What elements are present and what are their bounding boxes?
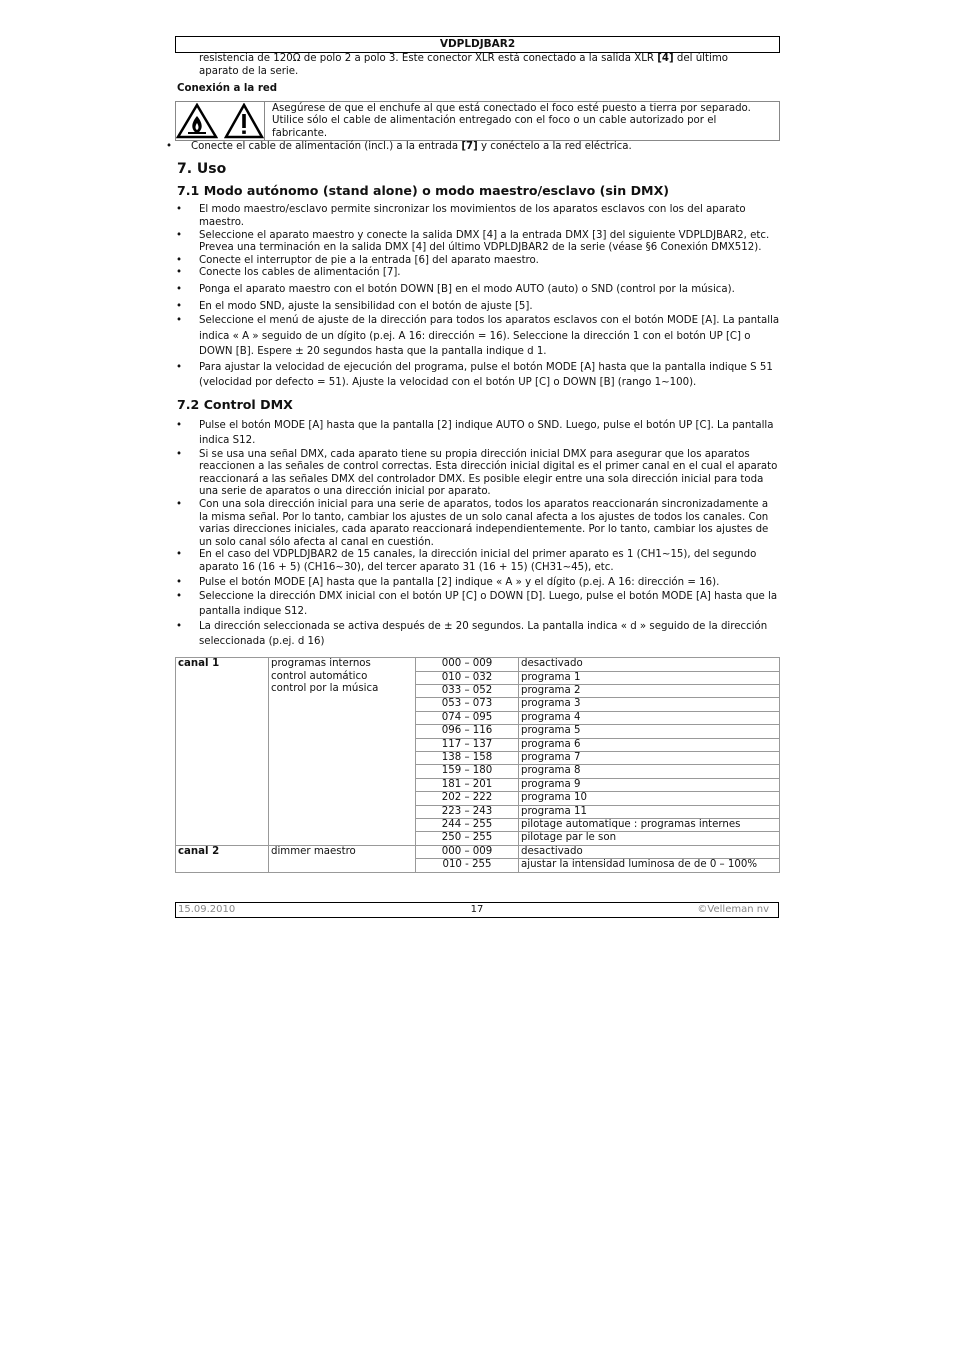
table-row [176,845,780,858]
list-item: • Seleccione el menú de ajuste de la dirección para todos los aparatos esclavos con el botón MODE [A]. La pantalla indica « A » seguido de un dígito (p.ej. A 16: dirección = 16). Seleccione la dirección 1 con el botón UP [C] o DOWN [B]. Espere ± 20 segundos hasta que la pantalla indique d 1. [175,313,780,360]
channel-description: dimmer maestro [269,845,416,872]
function: desactivado [519,845,780,858]
list-item: • Conecte el interruptor de pie a la entrada [6] del aparato maestro. [175,255,780,268]
value-range: 096 – 116 [416,725,519,738]
value-range: 033 – 052 [416,684,519,697]
section-7-title: 7. Uso [177,161,227,178]
list-item: • Seleccione la dirección DMX inicial con el botón UP [C] o DOWN [D]. Luego, pulse el botón MODE [A] hasta que la pantalla indique S12. [175,589,780,619]
function: programa 1 [519,671,780,684]
section-7-1-title: 7.1 Modo autónomo (stand alone) o modo maestro/esclavo (sin DMX) [177,183,670,199]
footer-copyright: ©Velleman nv [697,904,769,915]
value-range: 223 – 243 [416,805,519,818]
function: pilotage par le son [519,832,780,845]
page [175,36,780,873]
list-item: • Seleccione el aparato maestro y conecte la salida DMX [4] a la entrada DMX [3] del siguiente VDPLDJBAR2, etc. Prevea una terminación en la salida DMX [4] del último VDPLDJBAR2 de la serie (véase §6 Conexión DMX512). [175,230,780,255]
function: programa 10 [519,792,780,805]
function: ajustar la intensidad luminosa de de 0 – 100% [519,859,780,872]
value-range: 010 – 032 [416,671,519,684]
intro-text-2: del último [676,53,728,64]
value-range: 000 – 009 [416,658,519,671]
section-7-1-list [175,204,780,390]
channel-description [269,658,416,846]
value-range: 250 – 255 [416,832,519,845]
function: pilotage automatique : programas internes [519,819,780,832]
value-range: 138 – 158 [416,752,519,765]
function: programa 7 [519,752,780,765]
text: Conecte el cable de alimentación (incl.) a la entrada [191,140,459,152]
value-range: 053 – 073 [416,698,519,711]
text: y conéctelo a la red eléctrica. [480,140,632,152]
intro-text-3: aparato de la serie. [199,65,299,77]
value-range: 010 - 255 [416,859,519,872]
warning-box [175,101,780,141]
value-range: 181 – 201 [416,778,519,791]
network-list [175,141,780,154]
list-item: • Pulse el botón MODE [A] hasta que la pantalla [2] indique « A » y el dígito (p.ej. A 16: dirección = 16). [175,577,780,590]
intro-ref: [4] [657,53,674,64]
value-range: 202 – 222 [416,792,519,805]
function: programa 8 [519,765,780,778]
list-item: • Ponga el aparato maestro con el botón DOWN [B] en el modo AUTO (auto) o SND (control por la música). [175,284,780,297]
value-range: 074 – 095 [416,711,519,724]
ref: [7] [461,140,478,152]
dmx-channel-table [175,657,780,873]
section-7-2-title: 7.2 Control DMX [177,396,293,412]
function: programa 2 [519,684,780,697]
function: programa 5 [519,725,780,738]
warning-icons [176,102,265,140]
list-item: • La dirección seleccionada se activa después de ± 20 segundos. La pantalla indica « d » seguido de la dirección seleccionada (p.ej. d 16) [175,619,780,649]
description-line: control automático [271,670,368,682]
function: desactivado [519,658,780,671]
network-heading: Conexión a la red [177,83,278,95]
function: programa 11 [519,805,780,818]
channel-label: canal 2 [176,845,269,872]
list-item: • En el caso del VDPLDJBAR2 de 15 canales, la dirección inicial del primer aparato es 1 (CH1~15), del segundo aparato 16 (16 + 5) (CH16~30), del tercer aparato 31 (16 + 15) (CH31~45), etc. [175,549,780,574]
list-item: • Con una sola dirección inicial para una serie de aparatos, todos los aparatos reaccionarán sincronizadamente a la misma señal. Por lo tanto, cambiar los ajustes de un solo canal afecta a los ajustes de todos los canales. Con varias direcciones iniciales, cada aparato reaccionará independientemente. Por lo tanto, cambiar los ajustes de un solo canal sólo afecta al canal en cuestión. [175,499,780,549]
list-item: • Para ajustar la velocidad de ejecución del programa, pulse el botón MODE [A] hasta que la pantalla indique S 51 (velocidad por defecto = 51). Ajuste la velocidad con el botón UP [C] o DOWN [B] (rango 1~100). [175,360,780,391]
function: programa 3 [519,698,780,711]
list-item: • En el modo SND, ajuste la sensibilidad con el botón de ajuste [5]. [175,301,780,314]
list-item: • Si se usa una señal DMX, cada aparato tiene su propia dirección inicial DMX para asegurar que los aparatos reaccionen a las señales de control correctas. Esta dirección inicial digital es el primer canal en el cual el aparato reaccionará a las señales DMX del controlador DMX. Es posible elegir entre una sola dirección inicial para toda una serie de aparatos o una dirección inicial por aparato. [175,449,780,499]
function: programa 6 [519,738,780,751]
section-7-2-list [175,418,780,650]
warning-text: Asegúrese de que el enchufe al que está conectado el foco esté puesto a tierra por separado. Utilice sólo el cable de alimentación entregado con el foco o un cable autorizado por el fabricante. [272,102,751,139]
page-footer [175,902,779,918]
flammable-icon [176,103,218,139]
value-range: 117 – 137 [416,738,519,751]
list-item: • El modo maestro/esclavo permite sincronizar los movimientos de los aparatos esclavos con los del aparato maestro. [175,204,780,229]
list-item: • Pulse el botón MODE [A] hasta que la pantalla [2] indique AUTO o SND. Luego, pulse el botón UP [C]. La pantalla indica S12. [175,418,780,449]
channel-label: canal 1 [176,658,269,846]
page-header: VDPLDJBAR2 [175,36,780,53]
table-row [176,658,780,671]
footer-page-number: 17 [470,904,484,915]
value-range: 000 – 009 [416,845,519,858]
exclamation-warning-icon [224,103,264,139]
description-line: programas internos [271,658,371,670]
footer-date: 15.09.2010 [178,904,236,915]
list-item [175,141,780,154]
intro-text: resistencia de 120Ω de polo 2 a polo 3. Este conector XLR está conectado a la salida XLR [199,53,654,64]
description-line: control por la música [271,682,379,694]
intro-paragraph [175,53,780,78]
value-range: 159 – 180 [416,765,519,778]
list-item: • Conecte los cables de alimentación [7]. [175,267,780,280]
function: programa 9 [519,778,780,791]
function: programa 4 [519,711,780,724]
value-range: 244 – 255 [416,819,519,832]
